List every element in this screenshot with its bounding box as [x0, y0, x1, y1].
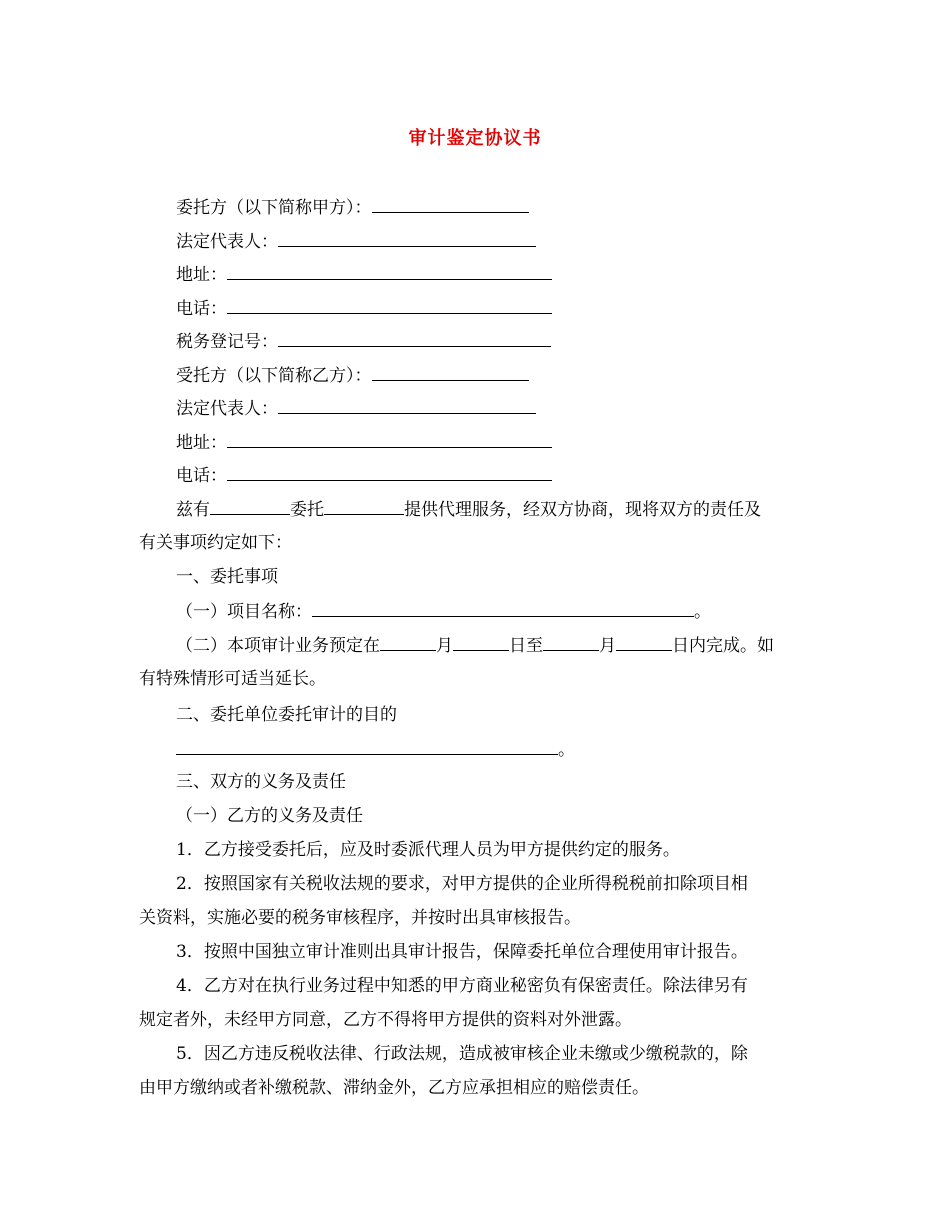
party-a-addr-label: 地址：: [176, 265, 227, 285]
s1-item2-cont: 有特殊情形可适当延长。: [139, 669, 326, 689]
party-a-rep-line: [176, 231, 536, 252]
document-title: 审计鉴定协议书: [408, 128, 542, 149]
month-blank-1: [380, 635, 436, 651]
intro-blank-2: [324, 499, 404, 515]
party-a-rep-blank: [278, 231, 536, 247]
intro-line-1: [176, 499, 816, 520]
clause-5-line-1: 5．因乙方违反税收法律、行政法规，造成被审核企业未缴或少缴税款的，除: [176, 1044, 748, 1064]
clause-2-line-1: 2．按照国家有关税收法规的要求，对甲方提供的企业所得税税前扣除项目相: [176, 874, 748, 894]
clause-5-line-2: 由甲方缴纳或者补缴税款、滞纳金外，乙方应承担相应的赔偿责任。: [139, 1078, 649, 1098]
party-a-tel-label: 电话：: [176, 299, 227, 319]
s2-purpose-line: [176, 739, 575, 760]
party-b-tel-label: 电话：: [176, 466, 227, 486]
day-to-label: 日至: [509, 636, 543, 656]
intro-text-1: 兹有: [176, 500, 210, 520]
clause-1: 1．乙方接受委托后，应及时委派代理人员为甲方提供约定的服务。: [176, 840, 680, 860]
party-b-addr-label: 地址：: [176, 433, 227, 453]
month-blank-2: [543, 635, 599, 651]
section-1-heading: 一、委托事项: [176, 567, 278, 587]
month-label-1: 月: [436, 636, 453, 656]
party-a-line: [176, 197, 529, 218]
party-b-rep-line: [176, 398, 536, 419]
clause-4-line-2: 规定者外，未经甲方同意，乙方不得将甲方提供的资料对外泄露。: [139, 1010, 632, 1030]
section-2-heading: 二、委托单位委托审计的目的: [176, 705, 397, 725]
s1-item1-end: 。: [694, 602, 711, 622]
s2-purpose-end: 。: [558, 740, 575, 760]
party-b-blank: [372, 365, 529, 381]
clause-4-line-1: 4．乙方对在执行业务过程中知悉的甲方商业秘密负有保密责任。除法律另有: [176, 976, 748, 996]
intro-text-3: 提供代理服务，经双方协商，现将双方的责任及: [404, 500, 761, 520]
intro-text-2: 委托: [290, 500, 324, 520]
party-b-tel-line: [176, 465, 552, 486]
party-b-rep-blank: [278, 398, 536, 414]
s1-item2-line: [176, 635, 774, 656]
section-3-heading: 三、双方的义务及责任: [176, 772, 346, 792]
party-a-blank: [372, 197, 529, 213]
s1-item1-line: [176, 601, 711, 622]
month-label-2: 月: [599, 636, 616, 656]
party-b-label: 受托方（以下简称乙方）：: [176, 366, 372, 386]
clause-3: 3．按照中国独立审计准则出具审计报告，保障委托单位合理使用审计报告。: [176, 942, 748, 962]
party-b-addr-blank: [227, 432, 552, 448]
intro-blank-1: [210, 499, 290, 515]
party-a-tax-line: [176, 331, 551, 352]
s1-item2-text: （二）本项审计业务预定在: [176, 636, 380, 656]
s1-item1-blank: [312, 601, 694, 617]
day-blank-1: [453, 635, 509, 651]
party-b-tel-blank: [227, 465, 552, 481]
party-a-tel-line: [176, 298, 552, 319]
party-b-line: [176, 365, 529, 386]
party-a-tel-blank: [227, 298, 552, 314]
party-a-rep-label: 法定代表人：: [176, 232, 278, 252]
party-a-addr-blank: [227, 264, 552, 280]
s3-subheading: （一）乙方的义务及责任: [176, 806, 363, 826]
party-a-addr-line: [176, 264, 552, 285]
s1-item1-label: （一）项目名称：: [176, 602, 312, 622]
day-end-label: 日内完成。如: [672, 636, 774, 656]
party-b-rep-label: 法定代表人：: [176, 399, 278, 419]
party-a-tax-label: 税务登记号：: [176, 332, 278, 352]
s2-purpose-blank: [176, 739, 558, 755]
intro-line-2: 有关事项约定如下：: [139, 533, 292, 553]
party-a-label: 委托方（以下简称甲方）：: [176, 198, 372, 218]
clause-2-line-2: 关资料，实施必要的税务审核程序，并按时出具审核报告。: [139, 908, 581, 928]
party-b-addr-line: [176, 432, 552, 453]
day-blank-2: [616, 635, 672, 651]
party-a-tax-blank: [278, 331, 551, 347]
